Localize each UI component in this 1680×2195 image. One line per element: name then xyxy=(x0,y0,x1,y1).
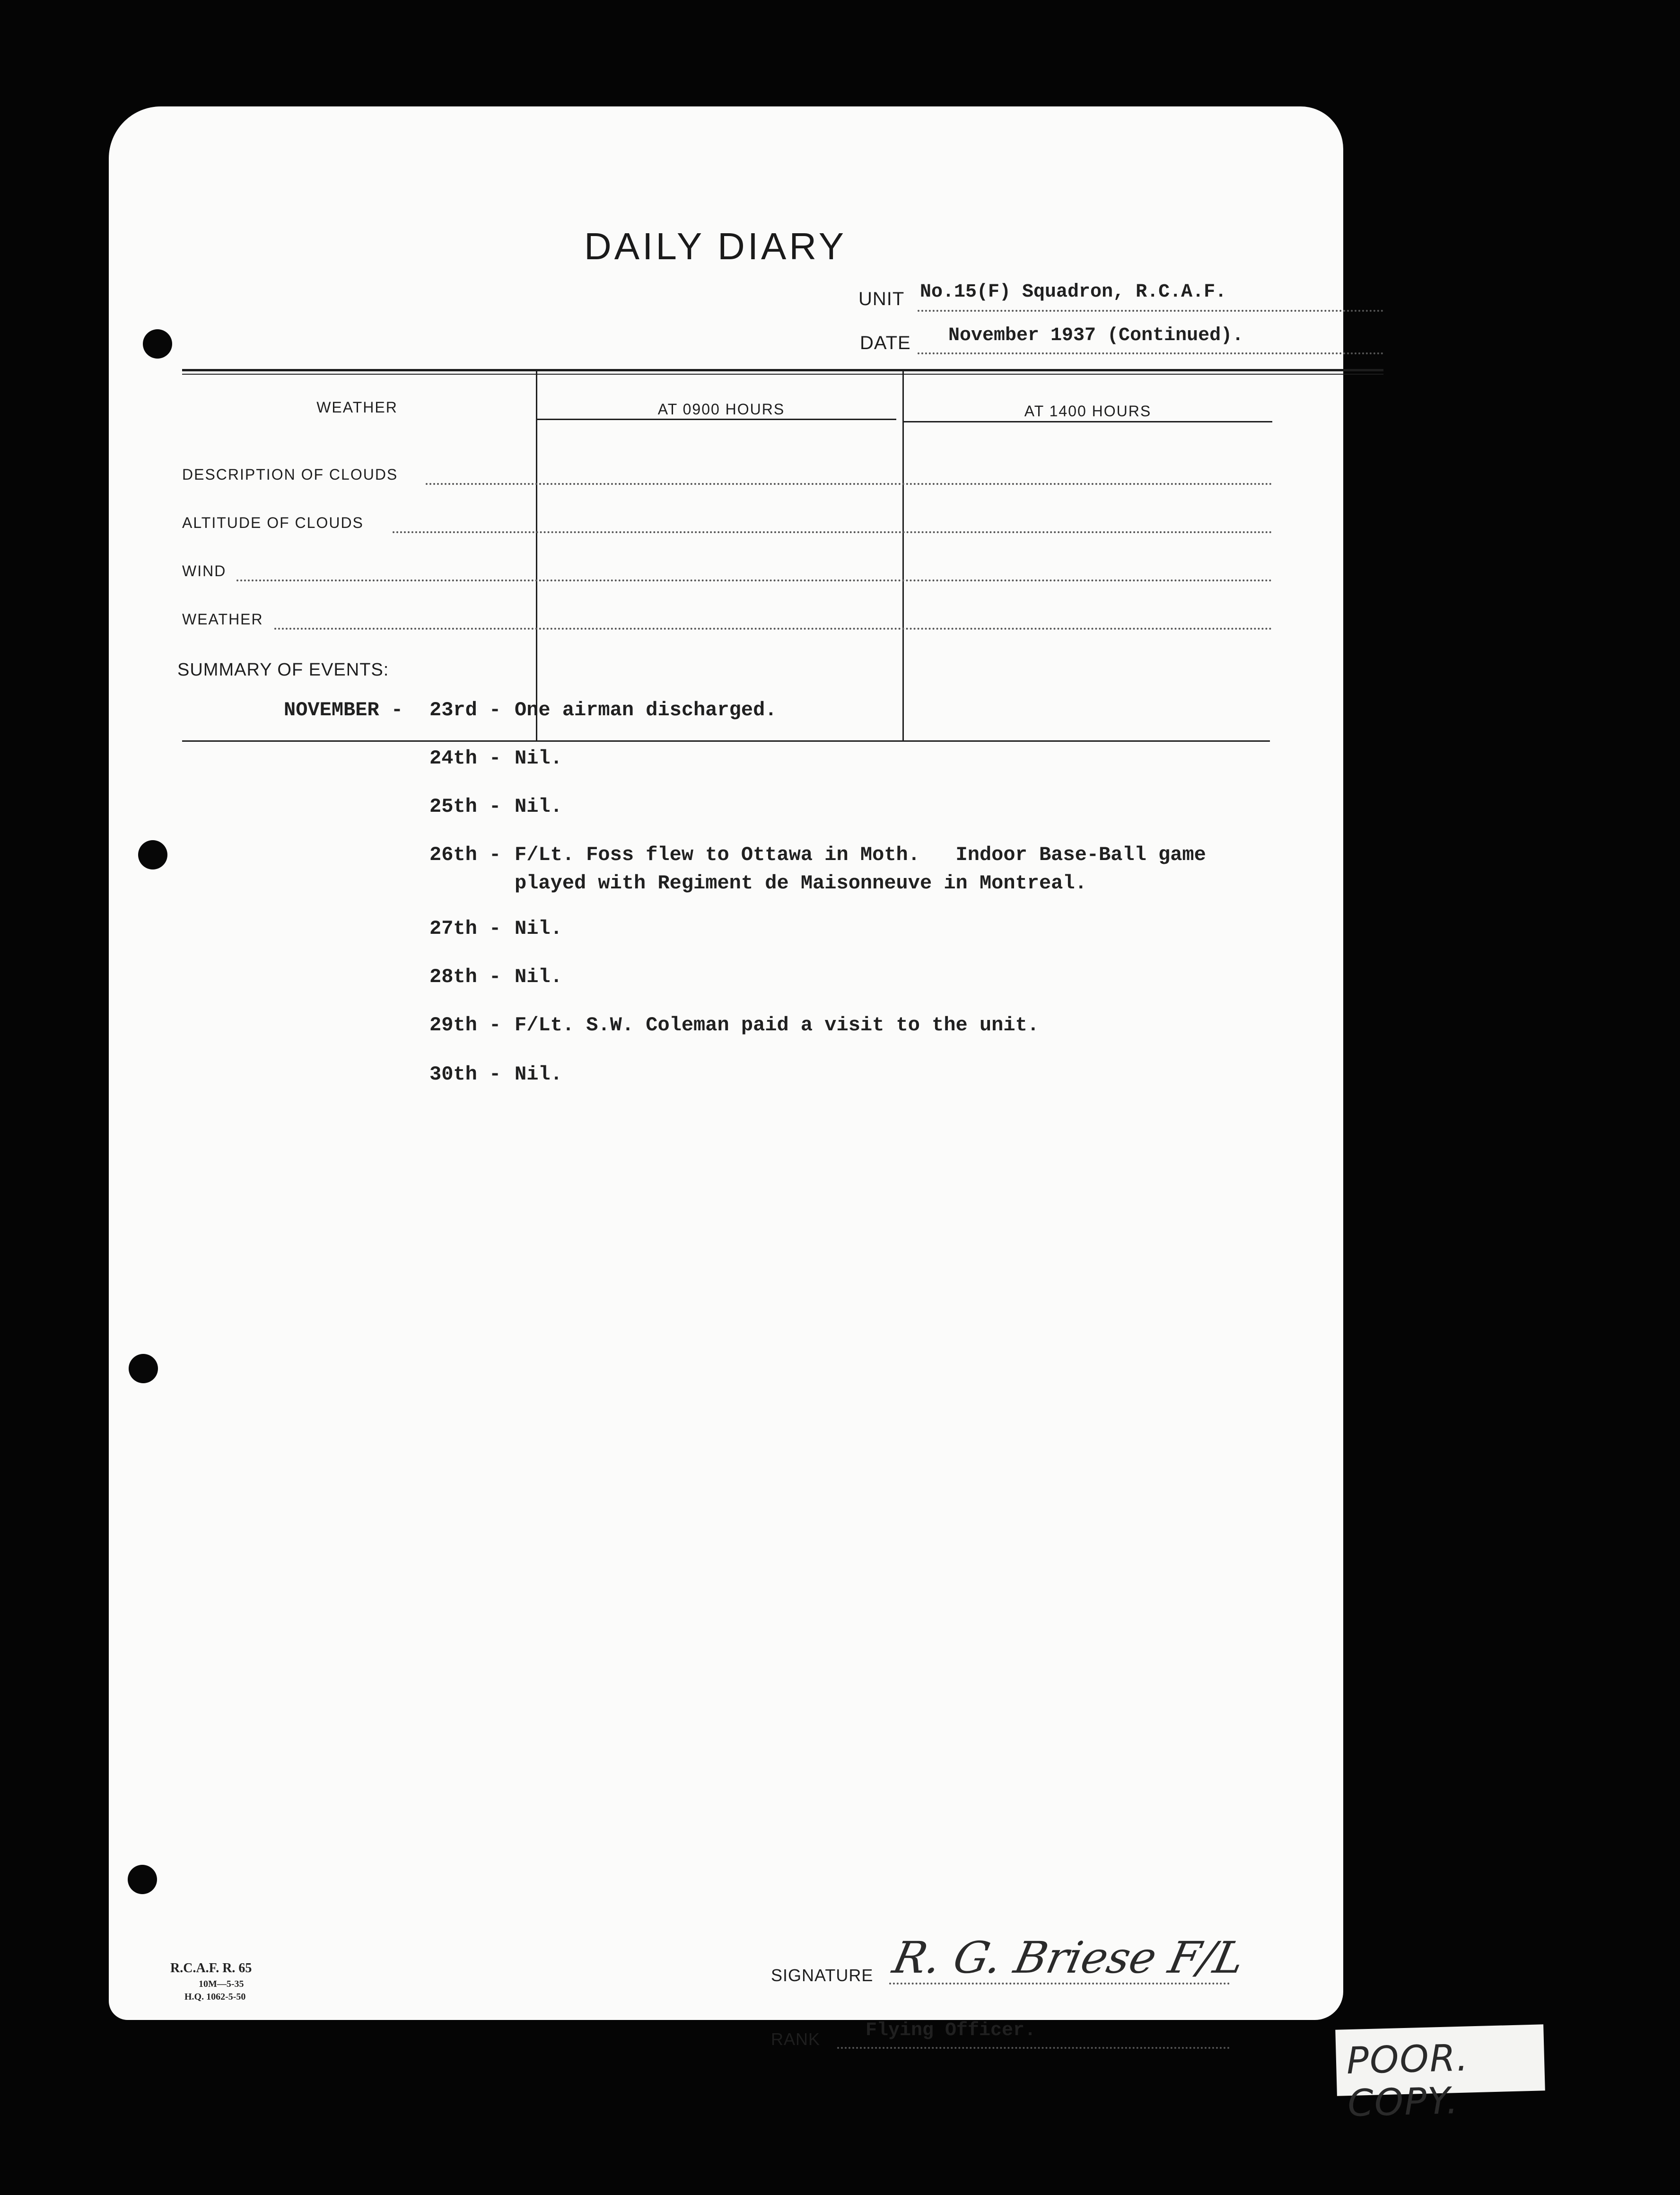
event-text-continued: played with Regiment de Maisonneuve in Montreal. xyxy=(515,872,1087,895)
unit-dotline xyxy=(918,305,1383,312)
event-text: Nil. xyxy=(515,966,562,988)
rank-value: Flying Officer. xyxy=(866,2020,1036,2041)
event-text: One airman discharged. xyxy=(515,699,777,721)
row-label-weather: WEATHER xyxy=(182,611,263,628)
poor-copy-text: POOR. COPY. xyxy=(1346,2037,1470,2125)
row-dotline-weather xyxy=(274,626,1272,630)
event-day: 26th - xyxy=(429,843,501,866)
0900-col-header: AT 0900 HOURS xyxy=(657,401,785,418)
month-label: NOVEMBER - xyxy=(284,699,403,721)
handwritten-signature: R. G. Briese F/L xyxy=(888,1932,1249,1983)
event-day: 27th - xyxy=(429,917,501,940)
date-label: DATE xyxy=(860,333,911,353)
weather-table xyxy=(182,371,1383,743)
col-divider-1 xyxy=(536,371,537,740)
event-text: F/Lt. Foss flew to Ottawa in Moth. Indoor Base-Ball game xyxy=(515,843,1206,866)
row-label-description: DESCRIPTION OF CLOUDS xyxy=(182,466,398,483)
0900-header-rule xyxy=(537,419,896,420)
summary-label: SUMMARY OF EVENTS: xyxy=(177,660,389,680)
diary-page xyxy=(109,106,1343,2049)
punch-hole xyxy=(138,840,167,869)
poor-copy-stamp xyxy=(1335,2024,1545,2125)
rank-dotline xyxy=(837,2045,1230,2049)
punch-hole xyxy=(129,1354,158,1383)
event-text: Nil. xyxy=(515,1063,562,1086)
event-text: Nil. xyxy=(515,747,562,770)
event-text: Nil. xyxy=(515,795,562,818)
row-dotline-description xyxy=(426,481,1272,485)
event-text: Nil. xyxy=(515,917,562,940)
unit-label: UNIT xyxy=(858,289,905,309)
form-code: R.C.A.F. R. 65 xyxy=(170,1961,252,1976)
signature-label: SIGNATURE xyxy=(771,1966,874,1985)
page-title: DAILY DIARY xyxy=(584,225,847,267)
row-dotline-altitude xyxy=(393,529,1272,533)
punch-hole xyxy=(143,329,172,359)
row-dotline-wind xyxy=(236,578,1272,581)
punch-hole xyxy=(128,1865,157,1894)
event-day: 28th - xyxy=(429,966,501,988)
event-day: 29th - xyxy=(429,1014,501,1036)
col-divider-2 xyxy=(902,371,904,740)
rank-label: RANK xyxy=(771,2029,821,2049)
weather-col-header: WEATHER xyxy=(316,399,398,416)
form-code-edition: 10M—5-35 xyxy=(199,1979,244,1989)
date-dotline xyxy=(918,348,1383,354)
date-value: November 1937 (Continued). xyxy=(948,325,1244,346)
table-bottom-rule xyxy=(182,740,1270,742)
1400-col-header: AT 1400 HOURS xyxy=(1024,403,1152,420)
row-label-altitude: ALTITUDE OF CLOUDS xyxy=(182,514,364,531)
row-label-wind: WIND xyxy=(182,562,227,579)
event-day: 24th - xyxy=(429,747,501,770)
event-day: 25th - xyxy=(429,795,501,818)
event-day: 30th - xyxy=(429,1063,501,1086)
event-text: F/Lt. S.W. Coleman paid a visit to the unit. xyxy=(515,1014,1039,1036)
1400-header-rule xyxy=(903,421,1272,422)
event-day: 23rd - xyxy=(429,699,501,721)
unit-value: No.15(F) Squadron, R.C.A.F. xyxy=(920,281,1227,303)
form-code-hq: H.Q. 1062-5-50 xyxy=(184,1992,246,2002)
